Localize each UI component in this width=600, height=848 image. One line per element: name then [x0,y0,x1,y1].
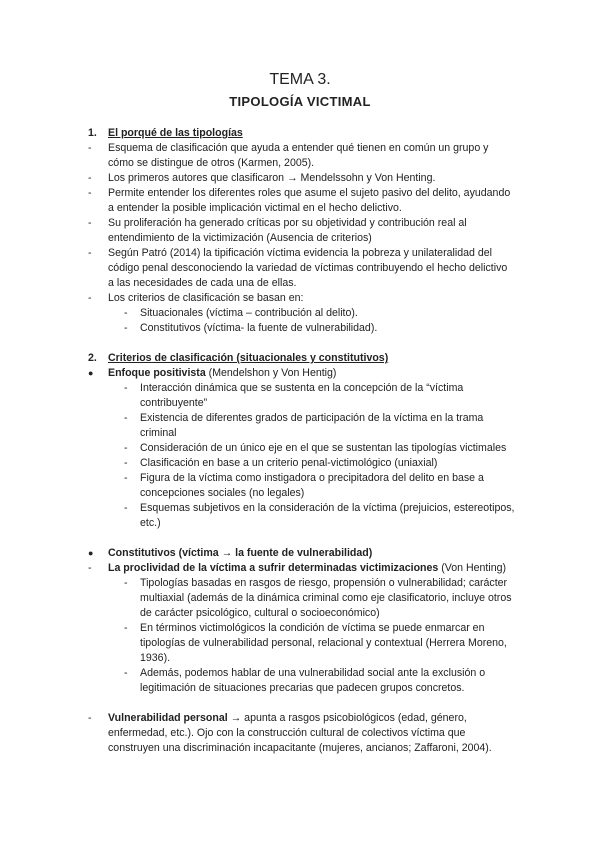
sub-list-item-text: En términos victimológicos la condición de víctima se puede enmarcar en tipologías de vulnerabilidad personal, relacional y contextual (Herrera Moreno, 1936). [140,622,507,664]
dash-marker: - [88,187,92,199]
list-item-label: La proclividad de la víctima a sufrir determinadas victimizaciones [108,562,439,574]
spacer [88,531,516,546]
sub-list-item-text: Esquemas subjetivos en la consideración de la víctima (prejuicios, estereotipos, etc.) [140,502,515,529]
sub-list-item-text: Clasificación en base a un criterio penal-victimológico (uniaxial) [140,457,438,469]
bullet-label: Enfoque positivista [108,367,206,379]
bullet-icon: ● [88,368,94,378]
dash-marker: - [88,172,92,184]
section-1-heading [88,126,516,141]
sub-list-item-text: Situacionales (víctima – contribución al delito). [140,307,358,319]
sub-list-item [88,456,516,471]
list-item-vulnerabilidad [88,711,516,756]
sub-list-item [88,501,516,531]
sub-list-item [88,441,516,456]
sub-list-item [88,306,516,321]
dash-marker: - [124,667,128,679]
document-body [88,126,516,756]
dash-marker: - [124,502,128,514]
list-item [88,246,516,291]
list-item [88,186,516,216]
list-item [88,141,516,171]
section-2-heading [88,351,516,366]
dash-marker: - [124,412,128,424]
sub-list-item [88,411,516,441]
sub-list-item-text: Existencia de diferentes grados de participación de la víctima en la trama criminal [140,412,484,439]
list-item-text: Permite entender los diferentes roles que asume el sujeto pasivo del delito, ayudando a entender la posible implicación victimal en el hecho delictivo. [108,187,511,214]
bullet-item-enfoque [88,366,516,381]
sub-list-item [88,471,516,501]
list-item-proclividad [88,561,516,576]
section-heading-text: El porqué de las tipologías [108,127,243,139]
dash-marker: - [88,217,92,229]
sub-list-item [88,321,516,336]
section-heading-text: Criterios de clasificación (situacionales y constitutivos) [108,352,389,364]
dash-marker: - [124,457,128,469]
sub-list-item [88,621,516,666]
list-item-text: Esquema de clasificación que ayuda a entender qué tienen en común un grupo y cómo se distingue de otros (Karmen, 2005). [108,142,489,169]
dash-marker: - [124,322,128,334]
sub-list-item [88,666,516,696]
bullet-label: Constitutivos (víctima → la fuente de vulnerabilidad) [108,547,373,559]
list-item [88,216,516,246]
list-item-label: Vulnerabilidad personal [108,712,228,724]
sub-list-item-text: Consideración de un único eje en el que se sustentan las tipologías victimales [140,442,507,454]
section-number: 1. [88,127,97,139]
sub-list-item-text: Tipologías basadas en rasgos de riesgo, propensión o vulnerabilidad; carácter multiaxial (además de la dinámica criminal como eje clasificatorio, incluye otros de carácter psicológico, cultural o socioeconómico) [140,577,512,619]
sub-list-item-text: Interacción dinámica que se sustenta en la concepción de la “víctima contribuyente” [140,382,464,409]
bullet-label-rest: (Mendelshon y Von Hentig) [205,367,337,379]
dash-marker: - [124,382,128,394]
sub-list-item [88,381,516,411]
dash-marker: - [124,307,128,319]
list-item-text: Según Patró (2014) la tipificación víctima evidencia la pobreza y unilateralidad del código penal desconociendo la variedad de víctimas contribuyendo el hecho delictivo a las necesidades de cada una de ellas. [108,247,508,289]
bullet-item-constitutivos [88,546,516,561]
list-item-text: Su proliferación ha generado críticas por su objetividad y contribución real al entendimiento de la victimización (Ausencia de criterios) [108,217,467,244]
document-title: TEMA 3. [269,71,331,88]
dash-marker: - [88,292,92,304]
section-number: 2. [88,352,97,364]
list-item-label-rest: → apunta a rasgos psicobiológicos (edad, género, enfermedad, etc.). Ojo con la construcción cultural de colectivos víctima que construyen una discriminación incapacitante (mujeres, ancianos; Zaffaroni, 2004). [108,712,492,754]
spacer [88,696,516,711]
list-item-text: Los primeros autores que clasificaron → Mendelssohn y Von Henting. [108,172,436,184]
sub-list-item [88,576,516,621]
sub-list-item-text: Constitutivos (víctima- la fuente de vulnerabilidad). [140,322,378,334]
dash-marker: - [88,712,92,724]
list-item-label-rest: (Von Henting) [438,562,507,574]
list-item [88,171,516,186]
dash-marker: - [124,442,128,454]
sub-list-item-text: Además, podemos hablar de una vulnerabilidad social ante la exclusión o legitimación de situaciones precarias que padecen grupos concretos. [140,667,486,694]
sub-list-item-text: Figura de la víctima como instigadora o precipitadora del delito en base a concepciones sociales (no legales) [140,472,484,499]
bullet-icon: ● [88,548,94,558]
dash-marker: - [124,622,128,634]
dash-marker: - [88,142,92,154]
dash-marker: - [124,472,128,484]
dash-marker: - [88,562,92,574]
list-item-text: Los criterios de clasificación se basan en: [108,292,304,304]
spacer [88,336,516,351]
dash-marker: - [88,247,92,259]
document-subtitle: TIPOLOGÍA VICTIMAL [229,94,371,109]
dash-marker: - [124,577,128,589]
list-item [88,291,516,306]
